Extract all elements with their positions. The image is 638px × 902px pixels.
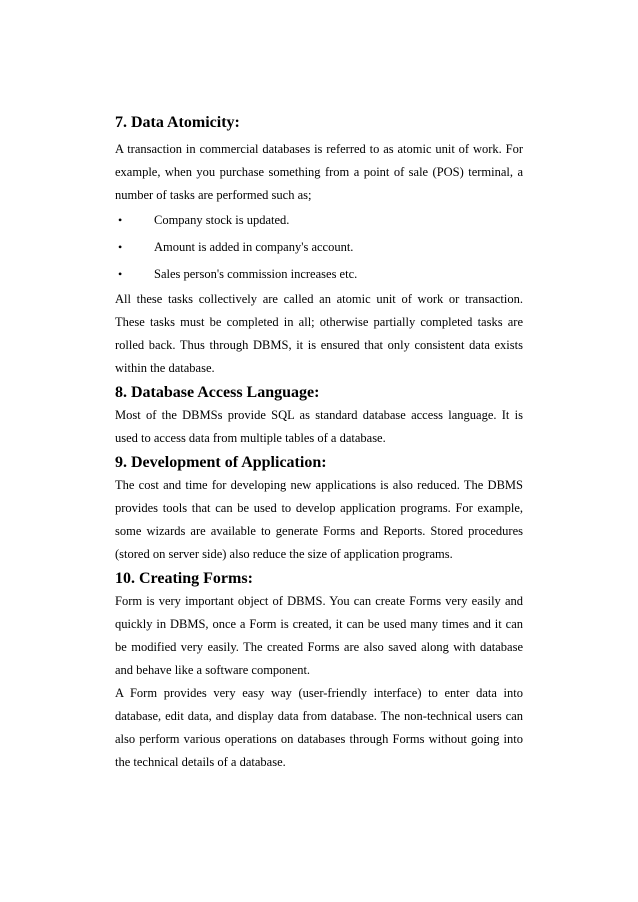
list-item (115, 234, 523, 261)
list-item (115, 261, 523, 288)
list-item (115, 207, 523, 234)
list-item-text: Company stock is updated. (154, 213, 290, 227)
heading-database-access-language: 8. Database Access Language: (115, 384, 320, 401)
atomicity-intro: A transaction in commercial databases is referred to as atomic unit of work. For example, when you purchase something from a point of sale (POS) terminal, a number of tasks are performed such as; (115, 142, 523, 202)
heading-creating-forms: 10. Creating Forms: (115, 570, 253, 587)
list-item-text: Amount is added in company's account. (154, 240, 354, 254)
atomicity-task-list (115, 207, 523, 288)
access-language-body: Most of the DBMSs provide SQL as standard database access language. It is used to access data from multiple tables of a database. (115, 408, 523, 445)
atomicity-outro: All these tasks collectively are called an atomic unit of work or transaction. These tasks must be completed in all; otherwise partially completed tasks are rolled back. Thus through DBMS, it is ensured that only consistent data exists within the database. (115, 292, 523, 375)
heading-data-atomicity: 7. Data Atomicity: (115, 114, 240, 131)
bullet-icon: • (118, 240, 123, 254)
forms-paragraph-2: A Form provides very easy way (user-friendly interface) to enter data into database, edit data, and display data from database. The non-technical users can also perform various operations on databases through Forms without going into the technical details of a database. (115, 686, 523, 769)
bullet-icon: • (118, 267, 123, 281)
bullet-icon: • (118, 213, 123, 227)
heading-development-of-application: 9. Development of Application: (115, 454, 327, 471)
development-body: The cost and time for developing new applications is also reduced. The DBMS provides tools that can be used to develop application programs. For example, some wizards are available to generate Forms and Reports. Stored procedures (stored on server side) also reduce the size of application programs. (115, 478, 523, 561)
list-item-text: Sales person's commission increases etc. (154, 267, 358, 281)
forms-paragraph-1: Form is very important object of DBMS. You can create Forms very easily and quickly in DBMS, once a Form is created, it can be used many times and it can be modified very easily. The created Forms are also saved along with database and behave like a software component. (115, 594, 523, 677)
document-page (115, 112, 523, 774)
